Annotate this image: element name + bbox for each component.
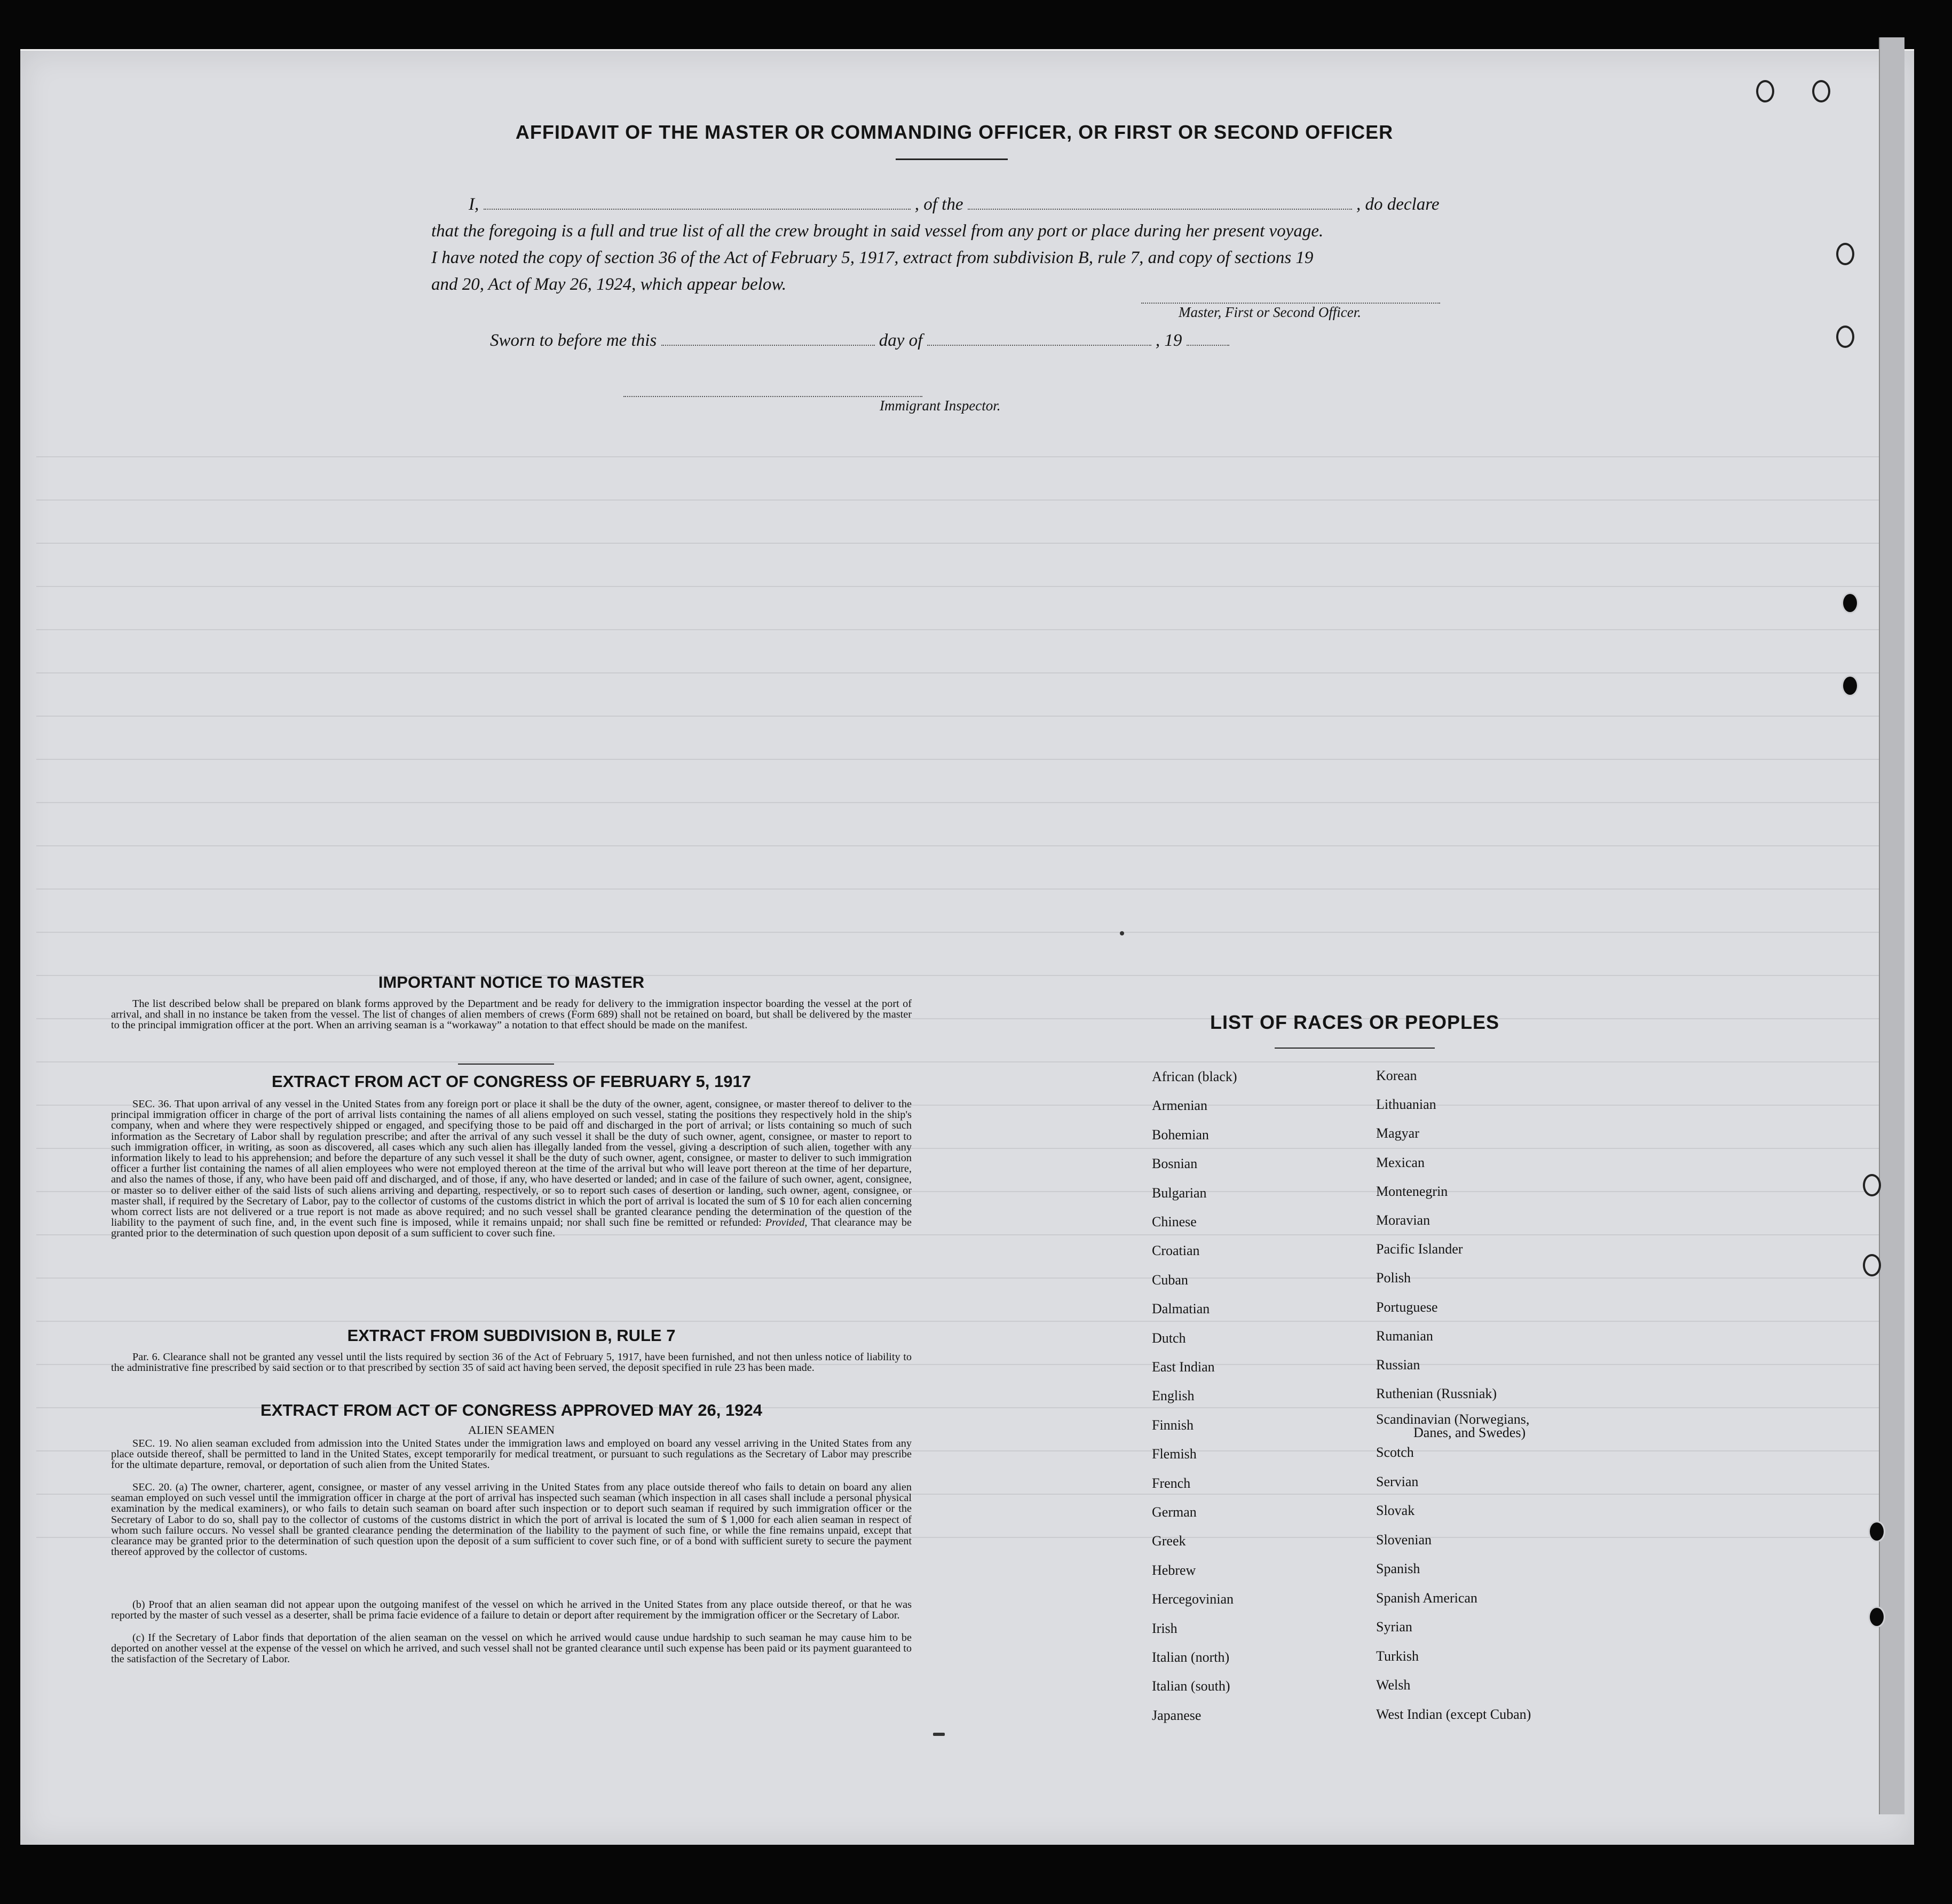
inspector-caption: Immigrant Inspector. xyxy=(880,398,1001,414)
race-item: Bohemian xyxy=(1152,1126,1209,1143)
race-item: Pacific Islander xyxy=(1376,1241,1463,1257)
bleed-through-line xyxy=(36,456,1894,457)
rule7-text: Par. 6. Clearance shall not be granted any vessel until the lists required by section 36 of the Act of February 5, 1917, have been furnished, and not then unless notice of liability to the administrative fine prescribed by said section or to that prescribed by section 35 of said act having been served, the deposit specified in rule 23 has been made. xyxy=(111,1351,912,1374)
race-item: Chinese xyxy=(1152,1214,1197,1229)
binder-hole xyxy=(1756,80,1774,102)
bleed-through-line xyxy=(36,543,1894,544)
rule7-title: EXTRACT FROM SUBDIVISION B, RULE 7 xyxy=(347,1326,676,1345)
affidavit-line-4: and 20, Act of May 26, 1924, which appear below. xyxy=(431,275,787,294)
notice-text: The list described below shall be prepared on blank forms approved by the Department and be ready for delivery to the immigration inspector boarding the vessel at the port of arrival, and shall in no instance be taken from the vessel. The list of changes of alien members of crews (Form 689) shall not be retained on board, but shall be delivered by the master to the principal immigration officer at the port. When an arriving seaman is a “workaway” a notation to that effect should be made on the manifest. xyxy=(111,998,912,1032)
bleed-through-line xyxy=(36,845,1894,846)
race-item: Syrian xyxy=(1376,1619,1412,1635)
binder-hole xyxy=(1836,326,1854,348)
race-item: Dutch xyxy=(1152,1330,1186,1346)
race-item: Polish xyxy=(1376,1270,1411,1286)
race-item: African (black) xyxy=(1152,1069,1237,1084)
race-item: Moravian xyxy=(1376,1212,1431,1228)
binder-hole xyxy=(1863,1254,1881,1276)
sworn-day-blank[interactable] xyxy=(661,345,875,346)
race-item: West Indian (except Cuban) xyxy=(1376,1706,1531,1722)
binder-hole xyxy=(1836,243,1854,265)
bleed-through-line xyxy=(36,888,1894,890)
affidavit-of-label: , of the xyxy=(914,195,963,214)
sec20b-text: (b) Proof that an alien seaman did not appear upon the outgoing manifest of the vessel on which he arrived in the United States from any place outside thereof, or that he was reported by the master of such vessel as a deserter, shall be prima facie evidence of a failure to detain or deport after requirement by the immigration officer or the Secretary of Labor. xyxy=(111,1599,912,1622)
page-edge xyxy=(1879,37,1904,1814)
race-item: Japanese xyxy=(1152,1707,1202,1723)
affidavit-line-3: I have noted the copy of section 36 of the Act of February 5, 1917, extract from subdivision B, rule 7, and copy of sections 19 xyxy=(431,248,1314,267)
race-item: Irish xyxy=(1152,1620,1177,1636)
sworn-label: Sworn to before me this xyxy=(490,331,657,350)
race-item: Bosnian xyxy=(1152,1156,1198,1172)
master-caption: Master, First or Second Officer. xyxy=(1179,304,1361,320)
bleed-through-line xyxy=(36,1061,1894,1062)
race-item: Scotch xyxy=(1376,1445,1414,1460)
race-item: Ruthenian (Russniak) xyxy=(1376,1386,1497,1402)
race-item: Greek xyxy=(1152,1533,1186,1549)
race-item: Slovenian xyxy=(1376,1532,1432,1548)
scandinavian-line-1: Scandinavian (Norwegians, xyxy=(1376,1411,1530,1427)
affidavit-line-1 xyxy=(469,195,1439,215)
bleed-through-line xyxy=(36,672,1894,673)
binder-hole xyxy=(1812,80,1830,102)
extract-1917-text xyxy=(111,1099,912,1239)
extract-1917-title: EXTRACT FROM ACT OF CONGRESS OF FEBRUARY 5, 1917 xyxy=(272,1072,751,1091)
race-item: Welsh xyxy=(1376,1677,1411,1693)
affidavit-title: AFFIDAVIT OF THE MASTER OR COMMANDING OFFICER, OR FIRST OR SECOND OFFICER xyxy=(515,121,1394,143)
affidavit-declare-label: , do declare xyxy=(1356,195,1440,214)
race-item: Lithuanian xyxy=(1376,1097,1436,1113)
bleed-through-line xyxy=(36,759,1894,760)
race-item: English xyxy=(1152,1388,1195,1404)
bleed-through-line xyxy=(36,586,1894,587)
race-item-scandinavian xyxy=(1376,1413,1529,1439)
bleed-through-line xyxy=(36,1278,1894,1279)
race-item: Armenian xyxy=(1152,1098,1207,1114)
race-item: Bulgarian xyxy=(1152,1185,1207,1201)
race-item: Montenegrin xyxy=(1376,1183,1448,1199)
race-item: Dalmatian xyxy=(1152,1301,1210,1317)
bleed-through-line xyxy=(36,802,1894,803)
race-item: Finnish xyxy=(1152,1417,1194,1433)
race-item: Hercegovinian xyxy=(1152,1591,1234,1607)
extract-1917-text-a: SEC. 36. That upon arrival of any vessel in the United States from any foreign port or place it shall be the duty of the owner, agent, consignee, or master thereof to deliver to the principal immigration officer in charge of the port of arrival lists containing the names of all aliens employed on such vessel, stating the positions they respectively hold in the ship's company, when and where they were respectively shipped or engaged, and specifying those to be paid off and discharged in the port of arrival; or lists containing so much of such information as the Secretary of Labor shall by regulation prescribe; and after the arrival of any such vessel it shall be the duty of such owner, agent, consignee, or master to report to such immigration officer, in writing, as soon as discovered, all cases which any such alien has illegally landed from the vessel, giving a description of such alien, together with any information likely to lead to his apprehension; and before the departure of any such vessel it shall be the duty of such owner, agent, consignee, or master to deliver to such immigration officer a further list containing the names of all alien employees who were not employed thereon at the time of the arrival but who will leave port thereon at the time of her departure, and also the names of those, if any, who have been paid off and discharged, and of those, if any, who have deserted or landed; and in case of the failure of such owner, agent, consignee, or master so to deliver either of the said lists of such aliens arriving and departing, respectively, or so to report such cases of desertion or landing, such owner, agent, consignee, or master shall, if required by the Secretary of Labor, pay to the collector of customs of the customs district in which the port of arrival is located the sum of $ 10 for each alien concerning whom correct lists are not delivered or a true report is not made as above required; and no such vessel shall be granted clearance pending the determination of the question of the liability to the payment of such fine, and, in the event such fine is imposed, while it remains unpaid; nor shall such fine be remitted or refunded: xyxy=(111,1098,912,1229)
race-item: Russian xyxy=(1376,1357,1420,1373)
inspector-signature-line[interactable] xyxy=(623,395,922,397)
race-item: East Indian xyxy=(1152,1359,1215,1375)
day-of-label: day of xyxy=(879,331,923,350)
alien-seamen-subtitle: ALIEN SEAMEN xyxy=(468,1423,555,1437)
binder-hole xyxy=(1863,1174,1881,1196)
race-item: Spanish American xyxy=(1376,1590,1477,1606)
scandinavian-line-2: Danes, and Swedes) xyxy=(1413,1425,1526,1440)
race-item: Croatian xyxy=(1152,1243,1200,1259)
bleed-through-line xyxy=(36,629,1894,630)
race-item: French xyxy=(1152,1475,1191,1491)
race-item: Magyar xyxy=(1376,1125,1419,1141)
sworn-line xyxy=(490,331,1229,351)
sworn-month-blank[interactable] xyxy=(927,345,1151,346)
year-label: , 19 xyxy=(1155,331,1182,350)
binder-hole xyxy=(1868,1606,1885,1628)
race-item: Rumanian xyxy=(1376,1328,1433,1344)
bleed-through-line xyxy=(36,716,1894,717)
vessel-blank[interactable] xyxy=(968,209,1352,210)
race-item: Korean xyxy=(1376,1068,1417,1083)
race-item: Portuguese xyxy=(1376,1299,1438,1315)
race-item: Mexican xyxy=(1376,1154,1425,1170)
sec20c-text: (c) If the Secretary of Labor finds that deportation of the alien seaman on the vessel on which he arrived would cause undue hardship to such seaman he may cause him to be deported on another vessel at the expense of the vessel on which he arrived, and such vessel shall not be granted clearance until such expense has been paid or its payment guaranteed to the satisfaction of the Secretary of Labor. xyxy=(111,1632,912,1665)
race-item: Slovak xyxy=(1376,1503,1415,1518)
race-item: Flemish xyxy=(1152,1446,1197,1462)
race-item: Servian xyxy=(1376,1473,1419,1489)
master-signature-line[interactable] xyxy=(1141,302,1440,304)
race-item: Italian (north) xyxy=(1152,1649,1230,1665)
ink-mark xyxy=(933,1733,945,1736)
sworn-year-blank[interactable] xyxy=(1187,345,1229,346)
affidavit-line-2: that the foregoing is a full and true list of all the crew brought in said vessel from any port or place during her present voyage. xyxy=(431,221,1324,241)
bleed-through-line xyxy=(36,1321,1894,1322)
race-item: German xyxy=(1152,1504,1197,1520)
notice-rule xyxy=(458,1064,554,1065)
affidavit-i-label: I, xyxy=(469,195,479,214)
sec19-text: SEC. 19. No alien seaman excluded from admission into the United States under the immigration laws and employed on board any vessel arriving in the United States from any place outside thereof, shall be permitted to land in the United States, except temporarily for medical treatment, or pursuant to such regulations as the Secretary of Labor may prescribe for the ultimate departure, removal, or deportation of such alien from the United States. xyxy=(111,1438,912,1471)
race-item: Hebrew xyxy=(1152,1562,1196,1578)
extract-1917-text-b: That clearance may be granted prior to the determination of such question upon deposit of a sum sufficient to cover such fine. xyxy=(111,1217,912,1240)
binder-hole xyxy=(1842,675,1859,696)
notice-title: IMPORTANT NOTICE TO MASTER xyxy=(378,973,645,991)
binder-hole xyxy=(1842,592,1859,614)
race-item: Italian (south) xyxy=(1152,1678,1230,1694)
race-item: Turkish xyxy=(1376,1648,1419,1664)
races-title: LIST OF RACES OR PEOPLES xyxy=(1210,1011,1500,1033)
race-item: Spanish xyxy=(1376,1561,1420,1576)
race-item: Cuban xyxy=(1152,1272,1188,1288)
name-blank[interactable] xyxy=(484,209,911,210)
provided-word: Provided, xyxy=(765,1217,808,1229)
races-rule xyxy=(1275,1048,1435,1049)
title-rule xyxy=(896,158,1008,160)
bleed-through-line xyxy=(36,499,1894,501)
extract-1924-title: EXTRACT FROM ACT OF CONGRESS APPROVED MAY 26, 1924 xyxy=(260,1401,762,1419)
sec20a-text: SEC. 20. (a) The owner, charterer, agent, consignee, or master of any vessel arriving in the United States from any place outside thereof who fails to detain on board any alien seaman employed on such vessel until the immigration officer in charge at the port of arrival has inspected such seaman (which inspection in all cases shall include a personal physical examination by the medical examiners), or who fails to detain such seaman on board after such inspection or to deport such seaman if required by such immigration officer or the Secretary of Labor to do so, shall pay to the collector of customs of the customs district in which the port of arrival is located the sum of $ 1,000 for each alien seaman in respect of whom such failure occurs. No vessel shall be granted clearance pending the determination of the liability to the payment of such fine, or while the fine remains unpaid, except that clearance may be granted prior to the determination of such question upon the deposit of a sum sufficient to cover such fine, or of a bond with sufficient surety to secure the payment thereof approved by the collector of customs. xyxy=(111,1481,912,1558)
ink-speck xyxy=(1120,931,1124,935)
bleed-through-line xyxy=(36,932,1894,933)
binder-hole xyxy=(1868,1521,1885,1542)
document-page xyxy=(20,49,1914,1845)
